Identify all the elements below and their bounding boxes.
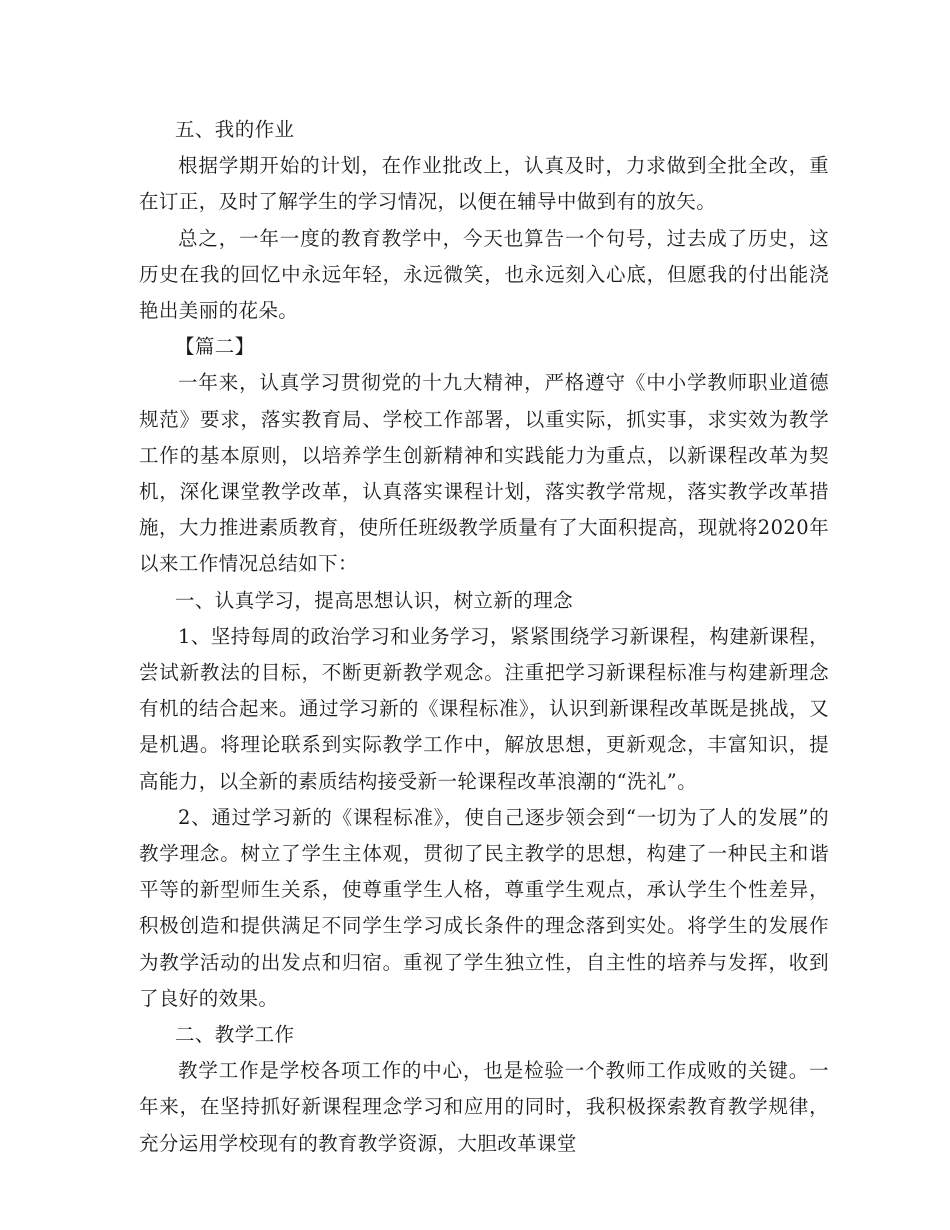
section-heading-teaching: 二、教学工作 — [175, 1023, 295, 1047]
paragraph-intro: 一年来，认真学习贯彻党的十九大精神，严格遵守《中小学教师职业道德规范》要求，落实教育局、学校工作部署，以重实际，抓实事，求实效为教学工作的基本原则，以培养学生创新精神和实践能力为重点，以新课程改革为契机，深化课堂教学改革，认真落实课程计划，落实教学常规，落实教学改革措施，大力推进素质教育，使所任班级教学质量有了大面积提高，现就将2020年以来工作情况总结如下： — [139, 371, 829, 576]
paragraph-study-2: 2、通过学习新的《课程标准》，使自己逐步领会到“一切为了人的发展”的教学理念。树立了学生主体观，贯彻了民主教学的思想，构建了一种民主和谐平等的新型师生关系，使尊重学生人格，尊重学生观点，承认学生个性差异，积极创造和提供满足不同学生学习成长条件的理念落到实处。将学生的发展作为教学活动的出发点和归宿。重视了学生独立性，自主性的培养与发挥，收到了良好的效果。 — [139, 805, 829, 1010]
section-heading-homework: 五、我的作业 — [175, 118, 295, 141]
section-heading-study: 一、认真学习，提高思想认识，树立新的理念 — [175, 588, 574, 612]
paragraph-teaching: 教学工作是学校各项工作的中心，也是检验一个教师工作成败的关键。一年来，在坚持抓好新课程理念学习和应用的同时，我积极探索教育教学规律，充分运用学校现有的教育教学资源，大胆改革课堂 — [139, 1059, 829, 1155]
section-heading-part-two: 【篇二】 — [175, 335, 255, 359]
paragraph-summary: 总之，一年一度的教育教学中，今天也算告一个句号，过去成了历史，这历史在我的回忆中永远年轻，永远微笑，也永远刻入心底，但愿我的付出能浇艳出美丽的花朵。 — [139, 226, 829, 323]
paragraph-homework-plan: 根据学期开始的计划，在作业批改上，认真及时，力求做到全批全改，重在订正，及时了解学生的学习情况，以便在辅导中做到有的放矢。 — [139, 154, 829, 214]
paragraph-study-1: 1、坚持每周的政治学习和业务学习，紧紧围绕学习新课程，构建新课程，尝试新教法的目标，不断更新教学观念。注重把学习新课程标准与构建新理念有机的结合起来。通过学习新的《课程标准》，认识到新课程改革既是挑战，又是机遇。将理论联系到实际教学工作中，解放思想，更新观念，丰富知识，提高能力，以全新的素质结构接受新一轮课程改革浪潮的“洗礼”。 — [139, 624, 829, 793]
document-body — [139, 112, 829, 1162]
